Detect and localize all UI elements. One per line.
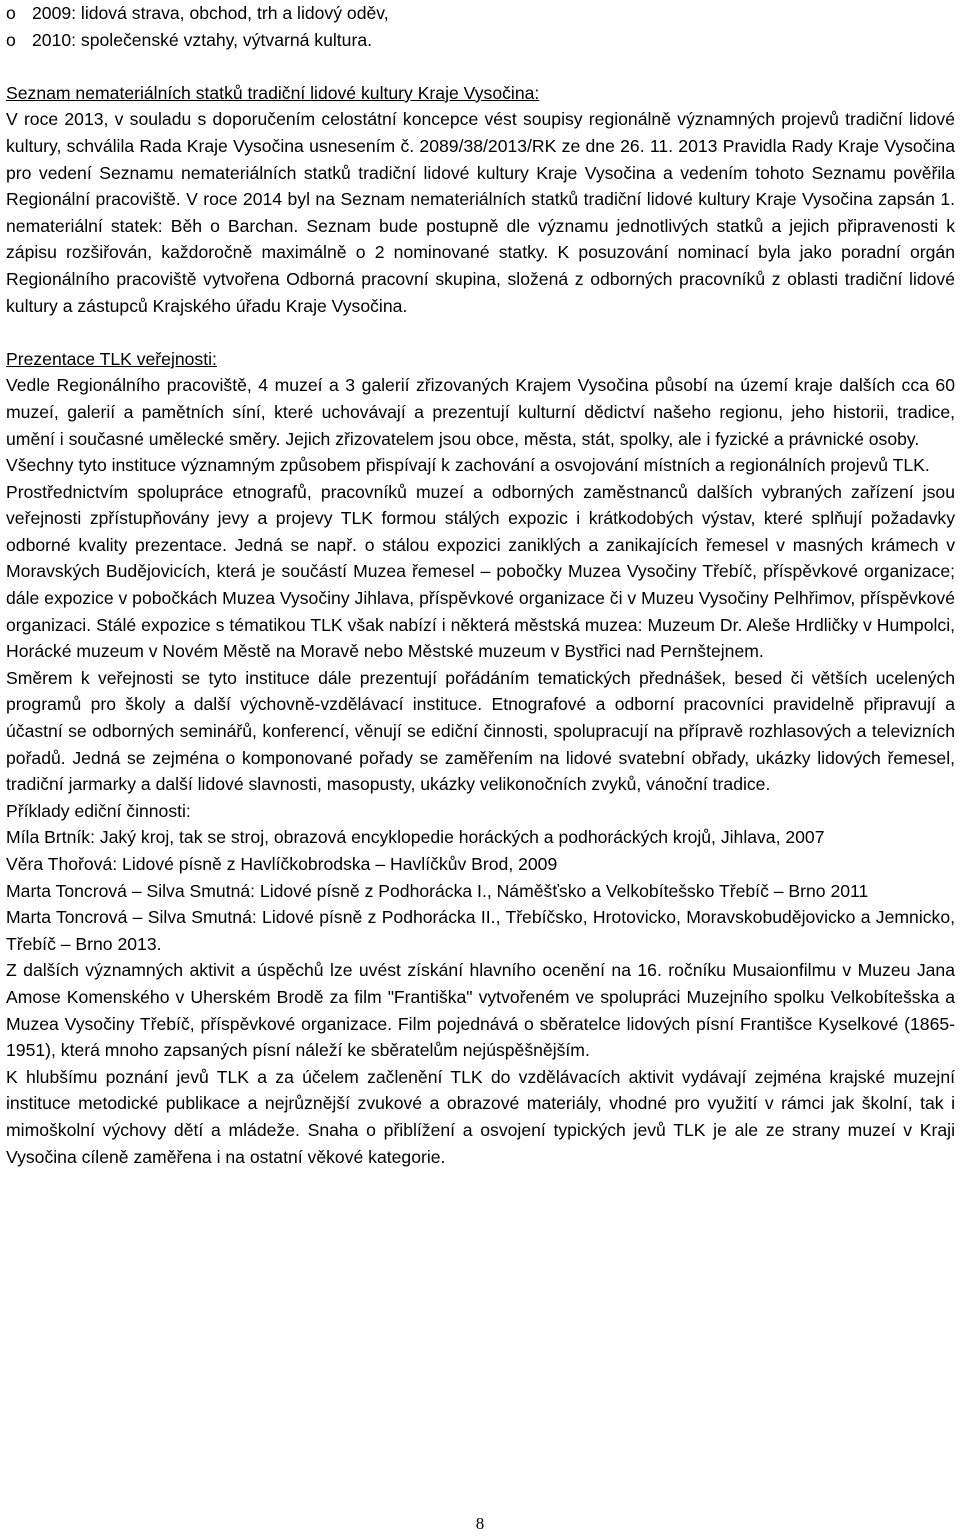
bullet-text: 2010: společenské vztahy, výtvarná kultura. bbox=[32, 29, 373, 50]
bullet-list bbox=[6, 0, 955, 53]
paragraph: Směrem k veřejnosti se tyto instituce dále prezentují pořádáním tematických přednášek, besed či větších ucelených programů pro školy a další výchovně-vzdělávací instituce. Etnografové a odborní pracovníci pravidelně připravují a účastní se odborných seminářů, konferencí, věnují se ediční činnosti, spolupracují na přípravě rozhlasových a televizních pořadů. Jedná se zejména o komponované pořady se zaměřením na lidové svatební obřady, ukázky lidových řemesel, tradiční jarmarky a další lidové slavnosti, masopusty, ukázky velikonočních zvyků, vánoční tradice. bbox=[6, 667, 955, 795]
paragraph: V roce 2013, v souladu s doporučením celostátní koncepce vést soupisy regionálně významných projevů tradiční lidové kultury, schválila Rada Kraje Vysočina usnesením č. 2089/38/2013/RK ze dne 26. 11. 2013 Pravidla Rady Kraje Vysočina pro vedení Seznamu nemateriálních statků tradiční lidové kultury Kraje Vysočina a vedením tohoto Seznamu pověřila Regionální pracoviště. V roce 2014 byl na Seznam nemateriálních statků tradiční lidové kultury Kraje Vysočina zapsán 1. nemateriální statek: Běh o Barchan. Seznam bude postupně dle významu jednotlivých statků a jejich připravenosti k zápisu rozšiřován, každoročně maximálně o 2 nominované statky. K posuzování nominací byla jako poradní orgán Regionálního pracoviště vytvořena Odborná pracovní skupina, složená z odborných pracovníků z oblasti tradiční lidové kultury a zástupců Krajského úřadu Kraje Vysočina. bbox=[6, 109, 955, 316]
publication-item: Marta Toncrová – Silva Smutná: Lidové písně z Podhorácka I., Náměšťsko a Velkobítešsko Třebíč – Brno 2011 bbox=[6, 880, 869, 901]
paragraph: K hlubšímu poznání jevů TLK a za účelem začlenění TLK do vzdělávacích aktivit vydávají zejména krajské muzejní instituce metodické publikace a nejrůznější zvukové a obrazové materiály, vhodné pro využití v rámci jak školní, tak i mimoškolní výchovy dětí a mládeže. Snaha o přiblížení a osvojení typických jevů TLK je ale ze strany muzeí v Kraji Vysočina cíleně zaměřena i na ostatní věkové kategorie. bbox=[6, 1066, 955, 1167]
paragraph: Vedle Regionálního pracoviště, 4 muzeí a 3 galerií zřizovaných Krajem Vysočina působí na území kraje dalších cca 60 muzeí, galerií a pamětních síní, které uchovávají a prezentují kulturní dědictví našeho regionu, jeho historii, tradice, umění i současné umělecké směry. Jejich zřizovatelem jsou obce, města, stát, spolky, ale i fyzické a právnické osoby. bbox=[6, 375, 955, 449]
paragraph: Z dalších významných aktivit a úspěchů lze uvést získání hlavního ocenění na 16. ročníku Musaionfilmu v Muzeu Jana Amose Komenského v Uherském Brodě za film "Františka" vytvořeném ve spolupráci Muzejního spolku Velkobítešska a Muzea Vysočiny Třebíč, příspěvkové organizace. Film pojednává o sběratelce lidových písní Františce Kyselkové (1865-1951), která mnoho zapsaných písní náleží ke sběratelům nejúspěšnějším. bbox=[6, 960, 955, 1061]
section-heading-presentation: Prezentace TLK veřejnosti: bbox=[6, 348, 217, 369]
publication-item: Věra Thořová: Lidové písně z Havlíčkobrodska – Havlíčkův Brod, 2009 bbox=[6, 854, 558, 874]
bullet-marker: o bbox=[6, 3, 16, 23]
publications-heading: Příklady ediční činnosti: bbox=[6, 800, 191, 821]
paragraph: Všechny tyto instituce významným způsobem přispívají k zachování a osvojování místních a regionálních projevů TLK. bbox=[6, 455, 930, 476]
spacer bbox=[6, 53, 955, 80]
publication-item: Míla Brtník: Jaký kroj, tak se stroj, obrazová encyklopedie horáckých a podhoráckých krojů, Jihlava, 2007 bbox=[6, 827, 825, 848]
spacer bbox=[6, 319, 955, 346]
publication-item: Marta Toncrová – Silva Smutná: Lidové písně z Podhorácka II., Třebíčsko, Hrotovicko, Moravskobudějovicko a Jemnicko, Třebíč – Brno 2013. bbox=[6, 907, 955, 954]
bullet-item bbox=[6, 0, 955, 27]
bullet-marker: o bbox=[6, 29, 16, 50]
paragraph: Prostřednictvím spolupráce etnografů, pracovníků muzeí a odborných zaměstnanců dalších vybraných zařízení jsou veřejnosti zpřístupňovány jevy a projevy TLK formou stálých expozic i krátkodobých výstav, které splňují požadavky odborné kvality prezentace. Jedná se např. o stálou expozici zaniklých a zanikajících řemesel v masných krámech v Moravských Budějovicích, která je součástí Muzea řemesel – pobočky Muzea Vysočiny Třebíč, příspěvkové organizace; dále expozice v pobočkách Muzea Vysočiny Jihlava, příspěvkové organizace či v Muzeu Vysočiny Pelhřimov, příspěvkové organizaci. Stálé expozice s tématikou TLK však nabízí i některá městská muzea: Muzeum Dr. Aleše Hrdličky v Humpolci, Horácké muzeum v Novém Městě na Moravě nebo Městské muzeum v Bystřici nad Pernštejnem. bbox=[6, 481, 955, 662]
bullet-text: 2009: lidová strava, obchod, trh a lidový oděv, bbox=[32, 3, 389, 23]
document-page bbox=[6, 0, 955, 1170]
bullet-item bbox=[6, 27, 955, 54]
page-number: 8 bbox=[475, 1514, 485, 1533]
section-heading-list: Seznam nemateriálních statků tradiční lidové kultury Kraje Vysočina: bbox=[6, 82, 540, 103]
